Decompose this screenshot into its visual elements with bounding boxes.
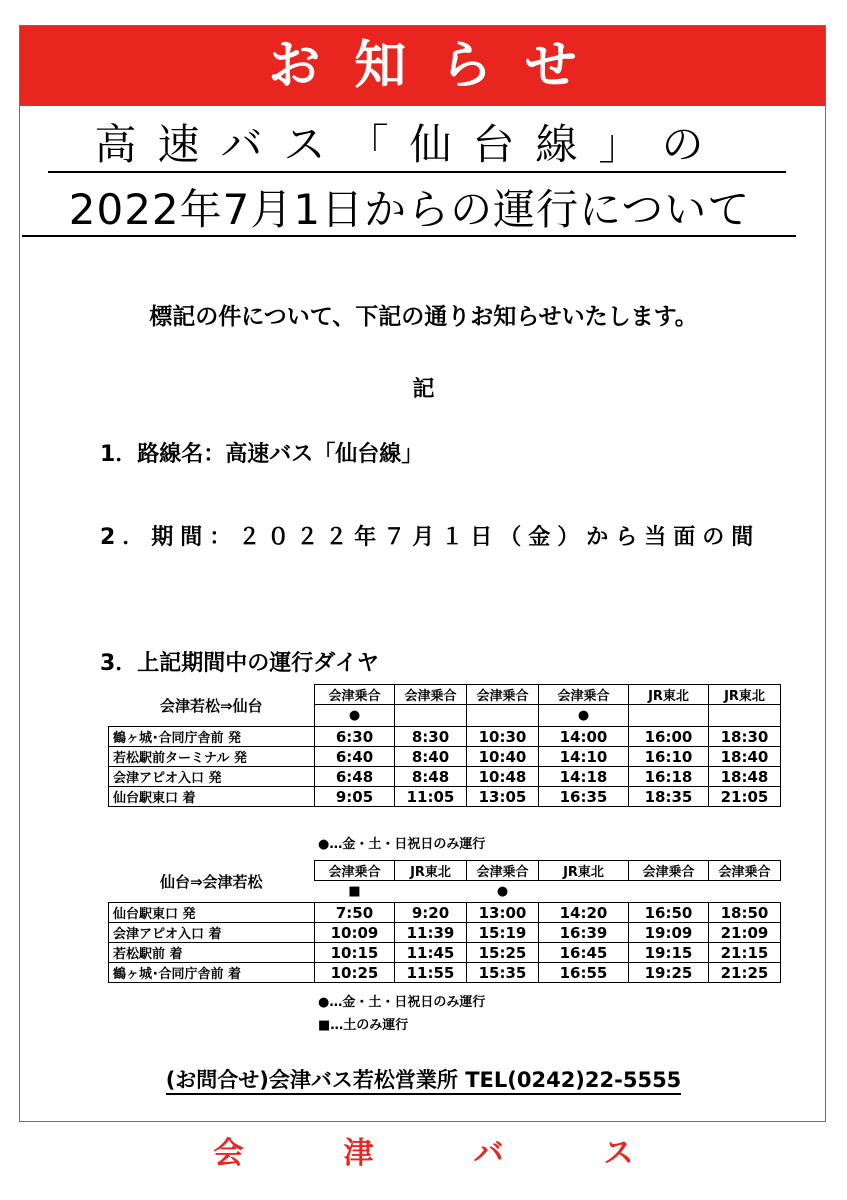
service-mark bbox=[709, 881, 781, 903]
time-cell: 15:25 bbox=[467, 943, 539, 963]
title-underline-1 bbox=[48, 171, 786, 173]
time-cell: 16:50 bbox=[629, 903, 709, 923]
contact-line bbox=[0, 1064, 847, 1094]
time-cell: 11:55 bbox=[395, 963, 467, 983]
service-mark: ● bbox=[539, 705, 629, 727]
time-cell: 18:40 bbox=[709, 747, 781, 767]
table-row bbox=[109, 767, 781, 787]
operator-cell: 会津乗合 bbox=[709, 861, 781, 881]
time-cell: 10:30 bbox=[467, 727, 539, 747]
ki-heading: 記 bbox=[412, 377, 435, 402]
time-cell: 21:25 bbox=[709, 963, 781, 983]
item-schedule-heading: 3．上記期間中の運行ダイヤ bbox=[100, 651, 379, 676]
stop-name: 鶴ヶ城･合同庁舎前 発 bbox=[109, 727, 315, 747]
table-row bbox=[109, 727, 781, 747]
time-cell: 13:00 bbox=[467, 903, 539, 923]
inbound-note-1: ●…金・土・日祝日のみ運行 bbox=[318, 995, 486, 1010]
outbound-note: ●…金・土・日祝日のみ運行 bbox=[318, 837, 486, 852]
title-underline-2 bbox=[22, 235, 796, 237]
time-cell: 18:35 bbox=[629, 787, 709, 807]
time-cell: 21:09 bbox=[709, 923, 781, 943]
service-mark: ■ bbox=[348, 884, 361, 899]
table-row bbox=[109, 903, 781, 923]
time-cell: 21:05 bbox=[709, 787, 781, 807]
time-cell: 18:30 bbox=[709, 727, 781, 747]
table-row bbox=[109, 747, 781, 767]
time-cell: 8:40 bbox=[395, 747, 467, 767]
time-cell: 14:10 bbox=[539, 747, 629, 767]
operator-cell: 会津乗合 bbox=[539, 685, 629, 705]
operator-cell: JR東北 bbox=[395, 861, 467, 881]
operator-cell: JR東北 bbox=[539, 861, 629, 881]
title-line-1: 高速バス「仙台線」の bbox=[94, 120, 725, 169]
time-cell: 19:15 bbox=[629, 943, 709, 963]
direction-label: 会津若松⇒仙台 bbox=[159, 696, 263, 715]
operator-cell: 会津乗合 bbox=[467, 861, 539, 881]
time-cell: 15:19 bbox=[467, 923, 539, 943]
time-cell: 16:55 bbox=[539, 963, 629, 983]
time-cell: 6:40 bbox=[315, 747, 395, 767]
service-mark bbox=[709, 705, 781, 727]
operator-cell: 会津乗合 bbox=[629, 861, 709, 881]
time-cell: 11:05 bbox=[395, 787, 467, 807]
time-cell: 14:18 bbox=[539, 767, 629, 787]
time-cell: 6:30 bbox=[315, 727, 395, 747]
item-route-name: 1．路線名：高速バス「仙台線」 bbox=[100, 442, 424, 467]
time-cell: 11:45 bbox=[395, 943, 467, 963]
time-cell: 19:09 bbox=[629, 923, 709, 943]
time-cell: 21:15 bbox=[709, 943, 781, 963]
time-cell: 10:09 bbox=[315, 923, 395, 943]
time-cell: 16:35 bbox=[539, 787, 629, 807]
operator-cell: JR東北 bbox=[709, 685, 781, 705]
time-cell: 16:45 bbox=[539, 943, 629, 963]
time-cell: 14:20 bbox=[539, 903, 629, 923]
service-mark bbox=[629, 705, 709, 727]
stop-name: 若松駅前ターミナル 発 bbox=[109, 747, 315, 767]
time-cell: 9:05 bbox=[315, 787, 395, 807]
operator-cell: JR東北 bbox=[629, 685, 709, 705]
time-cell: 14:00 bbox=[539, 727, 629, 747]
service-mark: ● bbox=[315, 705, 395, 727]
time-cell: 8:30 bbox=[395, 727, 467, 747]
time-cell: 7:50 bbox=[315, 903, 395, 923]
service-mark bbox=[629, 881, 709, 903]
direction-label: 仙台⇒会津若松 bbox=[159, 872, 263, 891]
time-cell: 19:25 bbox=[629, 963, 709, 983]
lead-text: 標記の件について、下記の通りお知らせいたします。 bbox=[149, 304, 698, 330]
title-line-2: 2022年7月1日からの運行について bbox=[68, 185, 751, 234]
time-cell: 10:15 bbox=[315, 943, 395, 963]
stop-name: 仙台駅東口 着 bbox=[109, 787, 315, 807]
notice-banner: お知らせ bbox=[20, 26, 825, 106]
contact-text: (お問合せ)会津バス若松営業所 TEL(0242)22-5555 bbox=[166, 1068, 682, 1095]
service-mark bbox=[539, 881, 629, 903]
stop-name: 若松駅前 着 bbox=[109, 943, 315, 963]
service-mark bbox=[395, 705, 467, 727]
table-row bbox=[109, 787, 781, 807]
time-cell: 13:05 bbox=[467, 787, 539, 807]
stop-name: 会津アピオ入口 着 bbox=[109, 923, 315, 943]
time-cell: 16:39 bbox=[539, 923, 629, 943]
time-cell: 8:48 bbox=[395, 767, 467, 787]
time-cell: 10:40 bbox=[467, 747, 539, 767]
time-cell: 18:50 bbox=[709, 903, 781, 923]
time-cell: 9:20 bbox=[395, 903, 467, 923]
stop-name: 鶴ヶ城･合同庁舎前 着 bbox=[109, 963, 315, 983]
operator-cell: 会津乗合 bbox=[395, 685, 467, 705]
company-name: 会津バス bbox=[213, 1136, 734, 1171]
time-cell: 11:39 bbox=[395, 923, 467, 943]
service-mark bbox=[467, 705, 539, 727]
timetable-outbound bbox=[108, 684, 781, 807]
time-cell: 10:48 bbox=[467, 767, 539, 787]
operator-cell: 会津乗合 bbox=[315, 861, 395, 881]
time-cell: 16:18 bbox=[629, 767, 709, 787]
time-cell: 10:25 bbox=[315, 963, 395, 983]
stop-name: 会津アピオ入口 発 bbox=[109, 767, 315, 787]
time-cell: 15:35 bbox=[467, 963, 539, 983]
time-cell: 18:48 bbox=[709, 767, 781, 787]
operator-cell: 会津乗合 bbox=[467, 685, 539, 705]
timetable-inbound bbox=[108, 860, 781, 983]
time-cell: 16:10 bbox=[629, 747, 709, 767]
operator-cell: 会津乗合 bbox=[315, 685, 395, 705]
time-cell: 16:00 bbox=[629, 727, 709, 747]
service-mark bbox=[395, 881, 467, 903]
stop-name: 仙台駅東口 発 bbox=[109, 903, 315, 923]
table-row bbox=[109, 943, 781, 963]
inbound-note-2: ■…土のみ運行 bbox=[318, 1018, 409, 1033]
table-row bbox=[109, 923, 781, 943]
table-row bbox=[109, 963, 781, 983]
time-cell: 6:48 bbox=[315, 767, 395, 787]
service-mark: ● bbox=[496, 884, 509, 899]
item-period: 2．期間：２０２２年７月１日（金）から当面の間 bbox=[100, 525, 761, 550]
